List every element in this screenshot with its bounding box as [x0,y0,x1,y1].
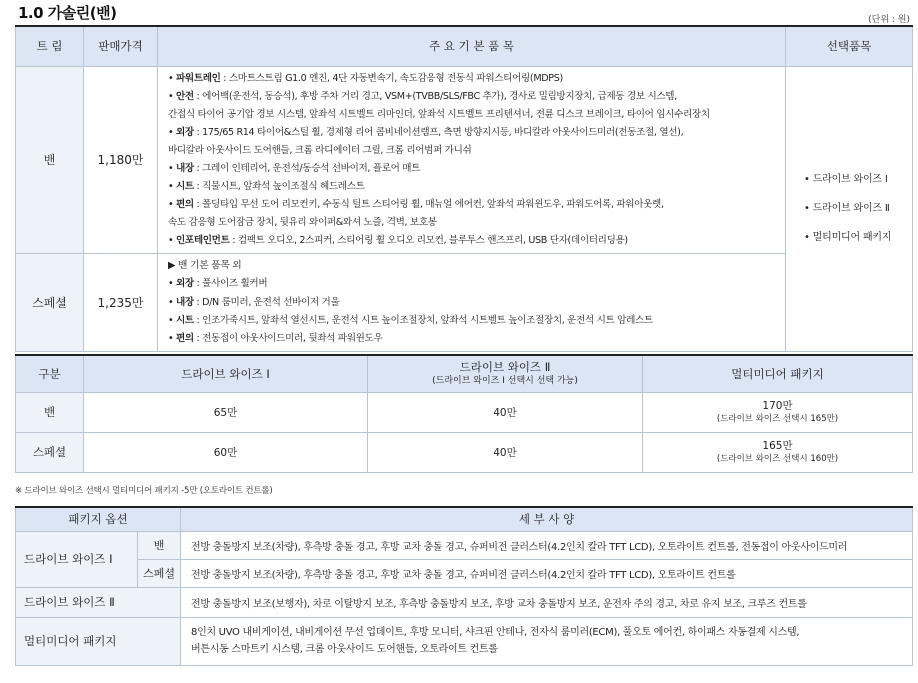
table-row [16,587,913,617]
feature-list [168,275,775,347]
trim-row-special [16,254,913,351]
pkg-header-option: 패키지 옵션 [16,507,181,531]
bullet-icon: • [168,235,177,247]
feature-category: 외장 [176,278,194,290]
price-row-name: 밴 [16,392,84,432]
table-row [16,559,913,587]
feature-item [168,232,775,250]
pkg-detail [181,617,913,665]
pkg-sub-van: 밴 [138,531,181,559]
bullet-icon: • [168,296,177,308]
option-price-table [15,354,913,473]
footnote: ※ 드라이브 와이즈 선택시 멀티미디어 패키지 -5만 (오토라이트 컨트롤) [15,486,273,496]
feature-item [168,160,775,178]
bullet-icon: • [168,72,177,84]
feature-item [168,178,775,196]
trim-table [15,25,913,352]
price-header-drive-wise-1: 드라이브 와이즈 Ⅰ [84,355,368,392]
feature-item [168,70,775,88]
feature-text: : D/N 룸미러, 운전석 선바이저 거울 [193,296,340,308]
pkg-detail: 전방 충돌방지 보조(차량), 후측방 충돌 경고, 후방 교차 충돌 경고, 슈퍼비전 클러스터(4.2인치 칼라 TFT LCD), 오토라이트 컨트롤, 전동접이 아웃사이드미러 [181,531,913,559]
table-row [16,531,913,559]
feature-item [168,294,775,312]
feature-item [168,124,775,142]
trim-price: 1,235만 [84,254,158,351]
price-multimedia-note: (드라이브 와이즈 선택시 165만) [716,414,839,424]
trim-price: 1,180만 [84,66,158,254]
price-header-drive-wise-2-note: (드라이브 와이즈 Ⅰ 선택시 선택 가능) [432,375,578,386]
feature-category: 편의 [176,199,194,211]
price-multimedia [643,432,913,472]
pkg-header-detail: 세 부 사 양 [181,507,913,531]
feature-continuation: 바디칼라 아웃사이드 도어핸들, 크롬 라디에이터 그릴, 크롬 리어범퍼 가니쉬 [168,144,472,156]
table-row [16,392,913,432]
price-header-multimedia: 멀티미디어 패키지 [643,355,913,392]
feature-text: : 컴팩트 오디오, 2스피커, 스티어링 휠 오디오 리모컨, 블루투스 핸즈프리, USB 단자(데이터리딩용) [229,235,628,247]
feature-category: 파워트레인 [176,72,221,84]
bullet-icon: • [168,278,177,290]
feature-item [168,330,775,348]
bullet-icon: • [168,90,177,102]
pkg-name-drive-wise-2: 드라이브 와이즈 Ⅱ [16,587,181,617]
header-trim: 트 림 [16,26,84,66]
trim-name: 밴 [16,66,84,254]
pkg-detail: 전방 충돌방지 보조(차량), 후측방 충돌 경고, 후방 교차 충돌 경고, 슈퍼비전 클러스터(4.2인치 칼라 TFT LCD), 오토라이트 컨트롤 [181,559,913,587]
bullet-icon: • [168,314,177,326]
header-basic-items: 주 요 기 본 품 목 [158,26,786,66]
feature-category: 내장 [176,296,194,308]
bullet-icon: • [168,332,177,344]
trim-name: 스페셜 [16,254,84,351]
price-header-category: 구분 [16,355,84,392]
unit-label: (단위 : 원) [868,15,910,25]
pkg-name-multimedia: 멀티미디어 패키지 [16,617,181,665]
feature-text: : 그레이 인테리어, 운전석/동승석 선바이저, 플로어 매트 [193,162,421,174]
feature-category: 외장 [176,126,194,138]
pkg-detail-line: 버튼시동 스마트키 시스템, 크롬 아웃사이드 도어핸들, 오토라이트 컨트롤 [191,644,498,655]
header-options: 선택품목 [786,26,913,66]
feature-text: : 풀사이즈 휠커버 [193,278,268,290]
feature-item [168,196,775,214]
bullet-icon: • [168,181,177,193]
price-multimedia [643,392,913,432]
trim-row-van [16,66,913,254]
price-drive-wise-1: 65만 [84,392,368,432]
bullet-icon: • [168,199,177,211]
price-multimedia-value: 170만 [762,400,793,412]
table-row [16,432,913,472]
package-table [15,506,913,666]
option-item-drive-wise-1: • 드라이브 와이즈 Ⅰ [804,174,888,186]
pkg-sub-special: 스페셜 [138,559,181,587]
price-multimedia-note: (드라이브 와이즈 선택시 160만) [716,454,839,464]
option-list [786,66,913,351]
feature-item [168,88,775,106]
table-row [16,617,913,665]
feature-text: : 175/65 R14 타이어&스틸 휠, 경제형 리어 콤비네이션램프, 측면 방향지시등, 바디칼라 아웃사이드미러(전동조절, 열선), [193,126,684,138]
feature-text: : 인조가죽시트, 앞좌석 열선시트, 운전석 시트 높이조절장치, 앞좌석 시트벨트 높이조절장치, 운전석 시트 암레스트 [193,314,653,326]
feature-category: 시트 [176,314,194,326]
feature-text: : 에어백(운전석, 동승석), 후방 주차 거리 경고, VSM+(TVBB/SLS/FBC 추가), 경사로 밀림방지장치, 급제동 경보 시스템, [193,90,677,102]
special-subhead: ▶ 밴 기본 품목 외 [168,260,242,272]
feature-category: 시트 [176,181,194,193]
option-item-drive-wise-2: • 드라이브 와이즈 Ⅱ [804,203,890,215]
pkg-name-drive-wise-1: 드라이브 와이즈 Ⅰ [16,531,138,587]
feature-category: 편의 [176,332,194,344]
trim-table-header [16,26,913,66]
feature-category: 인포테인먼트 [176,235,230,247]
pkg-detail-line: 8인치 UVO 내비게이션, 내비게이션 무선 업데이트, 후방 모니터, 샤크핀 안테나, 전자식 룸미러(ECM), 풀오토 에어컨, 하이패스 자동결제 시스템, [191,627,800,638]
feature-category: 안전 [176,90,194,102]
page-title: 1.0 가솔린(밴) [18,4,117,22]
feature-item [168,312,775,330]
bullet-icon: • [168,126,177,138]
pkg-detail: 전방 충돌방지 보조(보행자), 차로 이탈방지 보조, 후측방 충돌방지 보조, 후방 교차 충돌방지 보조, 운전자 주의 경고, 차로 유지 보조, 크루즈 컨트롤 [181,587,913,617]
trim-basic-items [158,254,786,351]
option-item-multimedia: • 멀티미디어 패키지 [804,232,892,244]
feature-category: 내장 [176,162,194,174]
feature-text: : 폴딩타입 무선 도어 리모컨키, 수동식 틸트 스티어링 휠, 매뉴얼 에어컨, 앞좌석 파워윈도우, 파워도어록, 파워아웃렛, [193,199,664,211]
price-header-drive-wise-2-label: 드라이브 와이즈 Ⅱ [459,359,551,374]
feature-continuation: 간접식 타이어 공기압 경보 시스템, 앞좌석 시트벨트 리마인더, 앞좌석 시트벨트 프리텐셔너, 전륜 디스크 브레이크, 타이어 임시수리장치 [168,108,710,120]
feature-list [168,70,775,251]
price-table-header [16,355,913,392]
price-drive-wise-1: 60만 [84,432,368,472]
header-price: 판매가격 [84,26,158,66]
feature-text: : 직물시트, 앞좌석 높이조절식 헤드레스트 [193,181,365,193]
price-drive-wise-2: 40만 [368,392,643,432]
feature-item [168,275,775,293]
feature-continuation: 속도 감응형 도어잠금 장치, 뒷유리 와이퍼&와셔 노즐, 격벽, 보호봉 [168,217,437,229]
price-drive-wise-2: 40만 [368,432,643,472]
trim-basic-items [158,66,786,254]
package-table-header [16,507,913,531]
feature-text: : 전동접이 아웃사이드미러, 뒷좌석 파워윈도우 [193,332,383,344]
price-row-name: 스페셜 [16,432,84,472]
price-header-drive-wise-2 [368,355,643,392]
bullet-icon: • [168,162,177,174]
feature-text: : 스마트스트림 G1.0 엔진, 4단 자동변속기, 속도감응형 전동식 파워스티어링(MDPS) [220,72,563,84]
price-multimedia-value: 165만 [762,440,793,452]
